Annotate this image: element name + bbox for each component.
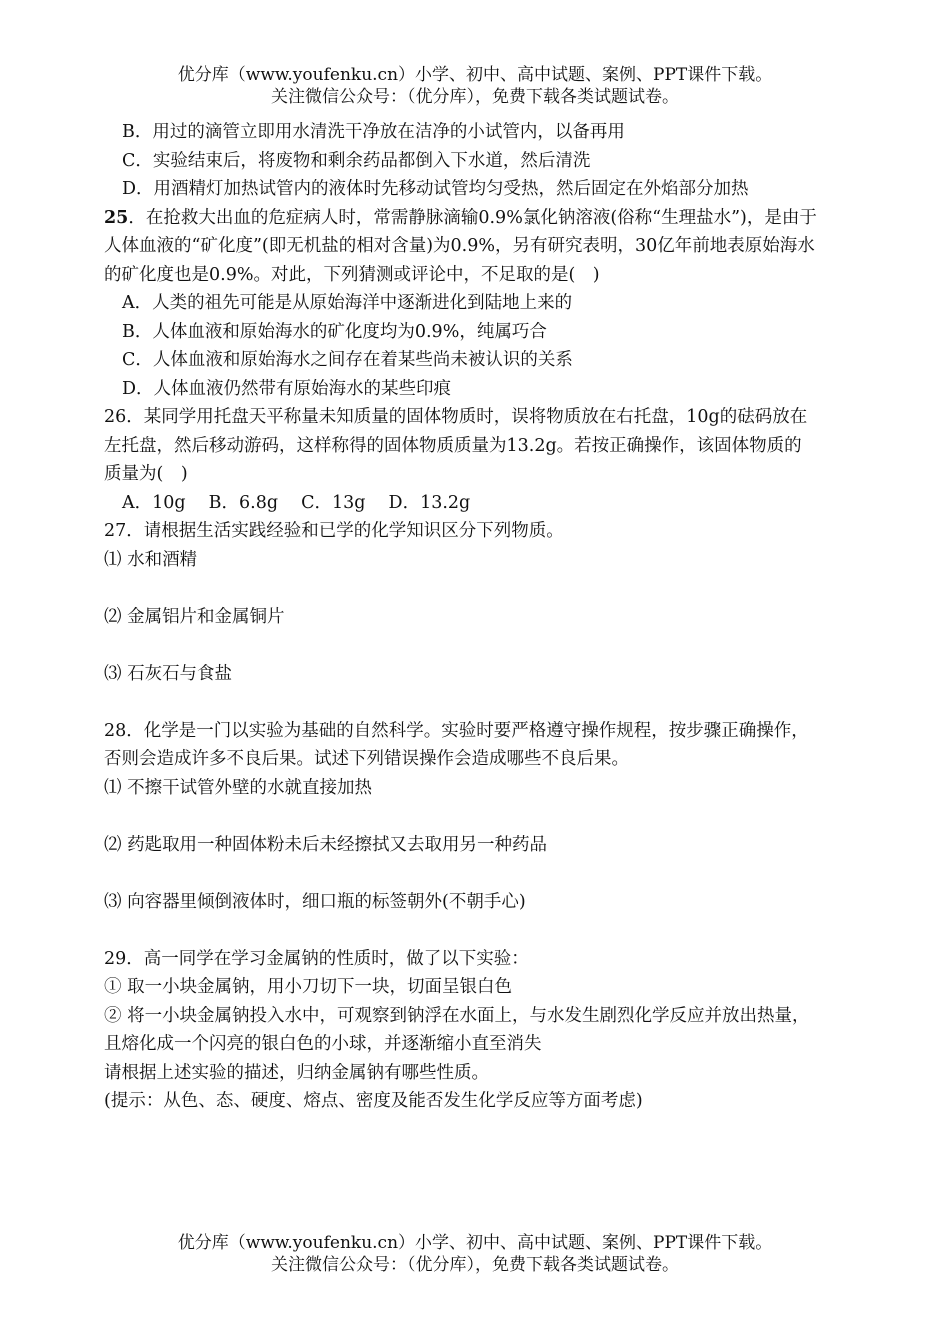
q25-stem-line-1	[104, 204, 884, 233]
footer-line-1: 优分库（www.youfenku.cn）小学、初中、高中试题、案例、PPT课件下载。	[177, 1233, 773, 1253]
q29-step-2-line-1: ② 将一小块金属钠投入水中，可观察到钠浮在水面上，与水发生剧烈化学反应并放出热量，	[104, 1005, 810, 1026]
q28-stem-line-1: 28．化学是一门以实验为基础的自然科学。实验时要严格遵守操作规程，按步骤正确操作，	[104, 720, 809, 741]
q29-hint: (提示：从色、态、硬度、熔点、密度及能否发生化学反应等方面考虑)	[104, 1091, 643, 1111]
q28-stem-line-2: 否则会造成许多不良后果。试述下列错误操作会造成哪些不良后果。	[104, 749, 629, 769]
footer-line-2: 关注微信公众号：（优分库），免费下载各类试题试卷。	[271, 1255, 679, 1275]
q28-item-1: ⑴ 不擦干试管外壁的水就直接加热	[104, 777, 373, 798]
q27-item-1: ⑴ 水和酒精	[104, 549, 198, 570]
q25-stem-text: ．在抢救大出血的危症病人时，常需静脉滴输0.9%氯化钠溶液(俗称“生理盐水”)，是由于	[128, 207, 817, 228]
q27-item-2: ⑵ 金属铝片和金属铜片	[104, 606, 285, 627]
q25-option-c: C．人体血液和原始海水之间存在着某些尚未被认识的关系	[122, 350, 573, 370]
answer-space	[104, 631, 884, 660]
q25-stem-line-2: 人体血液的“矿化度”(即无机盐的相对含量)为0.9%，另有研究表明，30亿年前地表原始海水	[104, 236, 815, 256]
header-line-1: 优分库（www.youfenku.cn）小学、初中、高中试题、案例、PPT课件下载。	[177, 65, 773, 85]
header-line-2: 关注微信公众号：（优分库），免费下载各类试题试卷。	[271, 87, 679, 107]
answer-space	[104, 688, 884, 717]
q29-step-2-line-2: 且熔化成一个闪亮的银白色的小球，并逐渐缩小直至消失	[104, 1034, 542, 1054]
q26-options: A．10g B．6.8g C．13g D．13.2g	[122, 492, 471, 513]
q29-step-1: ① 取一小块金属钠，用小刀切下一块，切面呈银白色	[104, 977, 513, 997]
q24-option-d: D．用酒精灯加热试管内的液体时先移动试管均匀受热，然后固定在外焰部分加热	[122, 179, 749, 199]
document-body	[104, 118, 884, 1116]
q26-stem-line-3: 质量为( )	[104, 464, 188, 484]
answer-space	[104, 859, 884, 888]
q24-option-c: C．实验结束后，将废物和剩余药品都倒入下水道，然后清洗	[122, 150, 591, 171]
page-header	[0, 64, 950, 108]
q24-option-b: B．用过的滴管立即用水清洗干净放在洁净的小试管内，以备再用	[122, 122, 625, 142]
q27-stem: 27．请根据生活实践经验和已学的化学知识区分下列物质。	[104, 521, 564, 541]
answer-space	[104, 916, 884, 945]
q28-item-2: ⑵ 药匙取用一种固体粉未后未经擦拭又去取用另一种药品	[104, 834, 548, 855]
answer-space	[104, 574, 884, 603]
q25-stem-line-3: 的矿化度也是0.9%。对此，下列猜测或评论中，不足取的是( )	[104, 264, 600, 285]
q26-stem-line-2: 左托盘，然后移动游码，这样称得的固体物质质量为13.2g。若按正确操作，该固体物质的	[104, 435, 802, 456]
q25-number: 25	[104, 207, 129, 228]
q28-item-3: ⑶ 向容器里倾倒液体时，细口瓶的标签朝外(不朝手心)	[104, 891, 526, 912]
q27-item-3: ⑶ 石灰石与食盐	[104, 663, 233, 684]
q26-stem-line-1: 26．某同学用托盘天平称量未知质量的固体物质时，误将物质放在右托盘，10g的砝码放在	[104, 407, 808, 427]
q25-option-a: A．人类的祖先可能是从原始海洋中逐渐进化到陆地上来的	[122, 293, 573, 313]
page-footer	[0, 1232, 950, 1276]
answer-space	[104, 802, 884, 831]
q29-question: 请根据上述实验的描述，归纳金属钠有哪些性质。	[104, 1062, 489, 1083]
q29-stem: 29．高一同学在学习金属钠的性质时，做了以下实验：	[104, 948, 529, 969]
q25-option-b: B．人体血液和原始海水的矿化度均为0.9%，纯属巧合	[122, 321, 547, 342]
q25-option-d: D．人体血液仍然带有原始海水的某些印痕	[122, 378, 452, 399]
